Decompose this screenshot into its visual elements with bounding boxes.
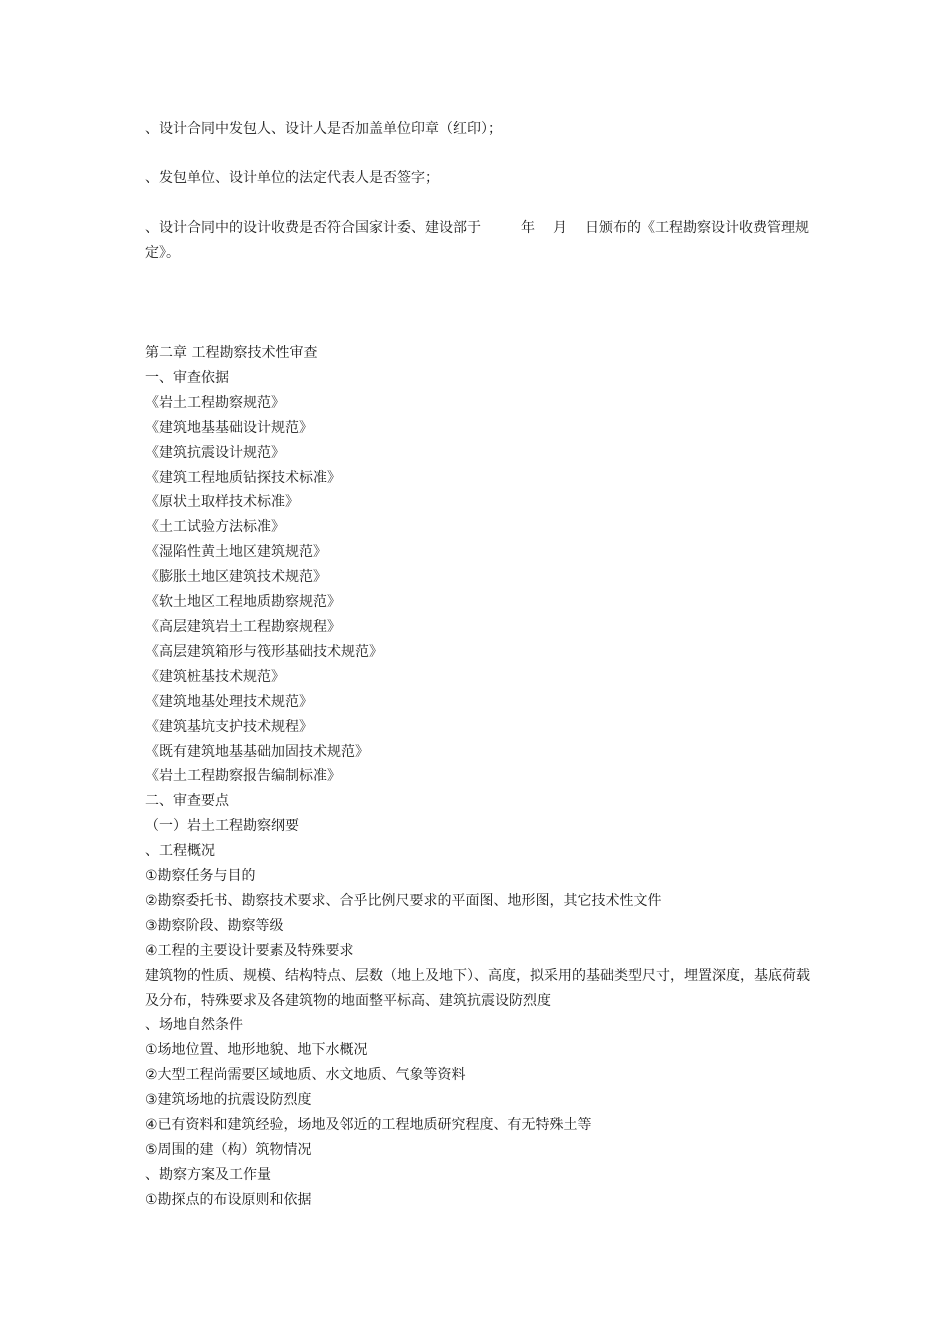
list-item: ③勘察阶段、勘察等级 — [145, 917, 284, 934]
standard-item: 《建筑基坑支护技术规程》 — [145, 718, 313, 735]
standard-item: 《土工试验方法标准》 — [145, 519, 285, 536]
contract-seal-text: 、设计合同中发包人、设计人是否加盖单位印章（红印）； — [145, 121, 502, 137]
standard-item: 《膨胀土地区建筑技术规范》 — [145, 569, 327, 586]
list-item: ①勘察任务与目的 — [145, 868, 256, 885]
chapter-title: 第二章 工程勘察技术性审查 — [145, 345, 318, 361]
standard-item: 《建筑桩基技术规范》 — [145, 668, 285, 685]
design-fee-text-b: 日颁布的《工程勘察设计收费管理规定》。 — [145, 220, 809, 261]
list-item: ②勘察委托书、勘察技术要求、合乎比例尺要求的平面图、地形图，其它技术性文件 — [145, 892, 662, 909]
representative-signature-item — [145, 166, 810, 191]
design-fee-year: 年 — [521, 220, 535, 236]
subsection-survey-outline: （一）岩土工程勘察纲要 — [145, 818, 299, 835]
part-site-conditions: 、场地自然条件 — [145, 1017, 243, 1034]
part-survey-plan: 、勘察方案及工作量 — [145, 1166, 271, 1183]
list-item: ①勘探点的布设原则和依据 — [145, 1191, 312, 1208]
list-item: ④已有资料和建筑经验，场地及邻近的工程地质研究程度、有无特殊土等 — [145, 1117, 592, 1134]
standards-list — [145, 391, 810, 790]
standard-item: 《岩土工程勘察报告编制标准》 — [145, 768, 341, 785]
part-project-overview: 、工程概况 — [145, 843, 215, 860]
list-item: ①场地位置、地形地貌、地下水概况 — [145, 1042, 368, 1059]
standard-item: 《岩土工程勘察规范》 — [145, 394, 285, 411]
standard-item: 《建筑地基基础设计规范》 — [145, 419, 313, 436]
list-item: ④工程的主要设计要素及特殊要求 — [145, 942, 354, 959]
standard-item: 《建筑抗震设计规范》 — [145, 444, 285, 461]
design-fee-item — [145, 216, 810, 266]
chapter-two-body — [145, 341, 810, 1213]
list-item: ③建筑场地的抗震设防烈度 — [145, 1092, 312, 1109]
standard-item: 《建筑地基处理技术规范》 — [145, 693, 313, 710]
contract-seal-item — [145, 117, 810, 142]
representative-signature-text: 、发包单位、设计单位的法定代表人是否签字； — [145, 170, 439, 186]
standard-item: 《建筑工程地质钻探技术标准》 — [145, 469, 341, 486]
list-item: ⑤周围的建（构）筑物情况 — [145, 1142, 312, 1158]
section-review-basis: 一、审查依据 — [145, 369, 229, 386]
section-review-points: 二、审查要点 — [145, 793, 229, 810]
standard-item: 《湿陷性黄土地区建筑规范》 — [145, 544, 327, 561]
standard-item: 《软土地区工程地质勘察规范》 — [145, 594, 341, 611]
standard-item: 《高层建筑箱形与筏形基础技术规范》 — [145, 643, 383, 660]
standard-item: 《原状土取样技术标准》 — [145, 494, 299, 511]
design-fee-month: 月 — [553, 220, 567, 236]
design-fee-text-a: 、设计合同中的设计收费是否符合国家计委、建设部于 — [145, 220, 481, 236]
standard-item: 《既有建筑地基基础加固技术规范》 — [145, 743, 369, 760]
standard-item: 《高层建筑岩土工程勘察规程》 — [145, 618, 341, 635]
list-item: ②大型工程尚需要区域地质、水文地质、气象等资料 — [145, 1067, 466, 1084]
building-description: 建筑物的性质、规模、结构特点、层数（地上及地下）、高度，拟采用的基础类型尺寸，埋置深度，基底荷载及分布，特殊要求及各建筑物的地面整平标高、建筑抗震设防烈度 — [145, 967, 810, 1009]
